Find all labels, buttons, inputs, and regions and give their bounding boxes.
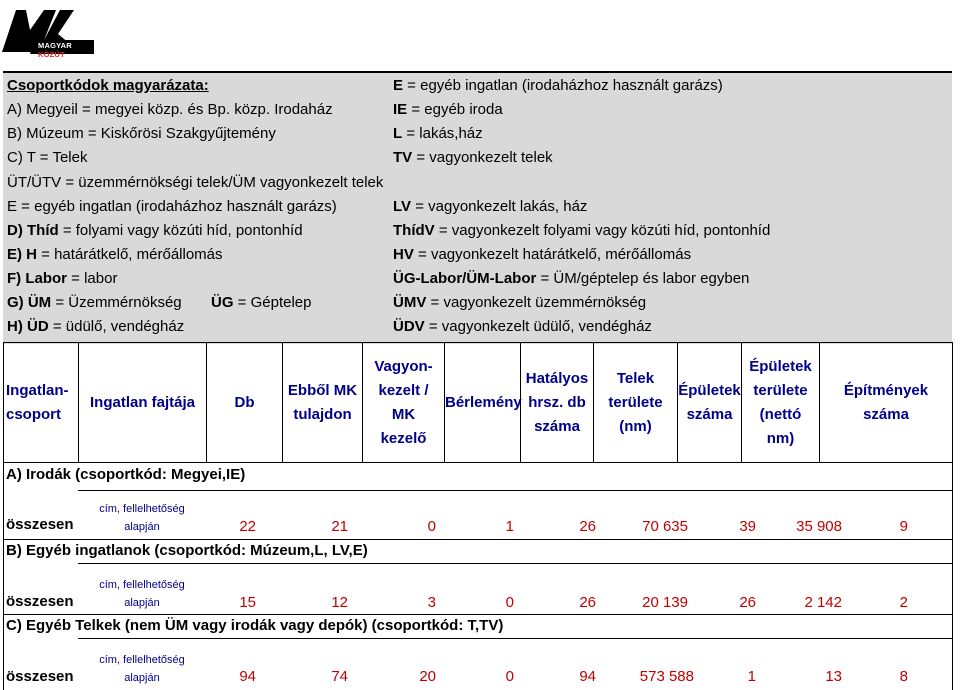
cell-telek-terulete: 573 588	[639, 668, 694, 685]
cell-epuletek-terulete: 35 908	[796, 518, 842, 535]
legend-right-2: L = lakás,ház	[393, 125, 483, 142]
legend-right-0: E = egyéb ingatlan (irodaházhoz használt garázs)	[393, 77, 723, 94]
cell-epitmenyek: 9	[899, 518, 908, 535]
row-divider	[78, 638, 952, 639]
cell-hrsz: 94	[579, 668, 596, 685]
cell-vagyonkezelt: 0	[427, 518, 436, 535]
cell-epitmenyek: 2	[899, 594, 908, 611]
row-label-osszesen: összesen	[6, 593, 74, 610]
cell-hrsz: 26	[579, 518, 596, 535]
header-db: Db	[207, 343, 283, 463]
legend-left-1: B) Múzeum = Kiskőrösi Szakgyűjtemény	[7, 125, 276, 142]
header-ingatlan-fajtaja: Ingatlan fajtája	[79, 343, 207, 463]
header-ebbol-mk-tulajdon: Ebből MK tulajdon	[283, 343, 363, 463]
legend-left-0: A) Megyeil = megyei közp. és Bp. közp. Irodaház	[7, 101, 333, 118]
header-epitmenyek-szama: Építmények száma	[820, 343, 953, 463]
cell-telek-terulete: 20 139	[642, 594, 688, 611]
row-kind: cím, fellelhetőség alapján	[99, 503, 185, 533]
legend-panel	[3, 71, 952, 344]
logo-text: MAGYAR KÖZÚT	[38, 41, 72, 59]
row-divider	[78, 490, 952, 491]
table-left-border	[3, 461, 4, 690]
header-ingatlancsoport: Ingatlan- csoport	[4, 343, 79, 463]
cell-epuletek-terulete: 13	[825, 668, 842, 685]
row-divider	[3, 614, 952, 615]
header-epuletek-terulete: Épületek területe (nettó nm)	[742, 343, 820, 463]
row-kind: cím, fellelhetőség alapján	[99, 654, 185, 684]
legend-left-5: D) Thíd = folyami vagy közúti híd, pontonhíd	[7, 222, 303, 239]
legend-right-7: ÜG-Labor/ÜM-Labor = ÜM/géptelep és labor egyben	[393, 270, 750, 287]
cell-epuletek-szama: 39	[739, 518, 756, 535]
legend-left-7: F) Labor = labor	[7, 270, 118, 287]
section-title-a: A) Irodák (csoportkód: Megyei,IE)	[6, 466, 246, 483]
cell-db: 22	[239, 518, 256, 535]
row-label-osszesen: összesen	[6, 516, 74, 533]
cell-vagyonkezelt: 20	[419, 668, 436, 685]
cell-mk-tulajdon: 74	[331, 668, 348, 685]
legend-left-8: G) ÜM = Üzemmérnökség	[7, 294, 182, 311]
header-hatalyos-hrsz: Hatályos hrsz. db száma	[521, 343, 594, 463]
legend-left-3: ÜT/ÜTV = üzemmérnökségi telek/ÜM vagyonkezelt telek	[7, 174, 384, 191]
cell-vagyonkezelt: 3	[427, 594, 436, 611]
cell-berlemeny: 0	[505, 668, 514, 685]
header-vagyonkezelt: Vagyon- kezelt / MK kezelő	[363, 343, 445, 463]
header-telek-terulete: Telek területe (nm)	[594, 343, 678, 463]
cell-berlemeny: 1	[505, 518, 514, 535]
legend-right-6: HV = vagyonkezelt határátkelő, mérőállomás	[393, 246, 692, 263]
section-title-b: B) Egyéb ingatlanok (csoportkód: Múzeum,L, LV,E)	[6, 542, 368, 559]
legend-right-1: IE = egyéb iroda	[393, 101, 503, 118]
section-title-c: C) Egyéb Telkek (nem ÜM vagy irodák vagy depók) (csoportkód: T,TV)	[6, 617, 504, 634]
legend-right-5: ThídV = vagyonkezelt folyami vagy közúti híd, pontonhíd	[393, 222, 771, 239]
cell-hrsz: 26	[579, 594, 596, 611]
legend-left-4: E = egyéb ingatlan (irodaházhoz használt garázs)	[7, 198, 337, 215]
cell-telek-terulete: 70 635	[642, 518, 688, 535]
cell-berlemeny: 0	[505, 594, 514, 611]
legend-right-8: ÜMV = vagyonkezelt üzemmérnökség	[393, 294, 647, 311]
data-table	[3, 342, 952, 463]
table-right-border	[952, 461, 953, 690]
legend-left-2: C) T = Telek	[7, 149, 88, 166]
legend-left-6: E) H = határátkelő, mérőállomás	[7, 246, 223, 263]
legend-geptelep: ÜG = Géptelep	[211, 294, 312, 311]
legend-right-9: ÜDV = vagyonkezelt üdülő, vendégház	[393, 318, 652, 335]
cell-mk-tulajdon: 12	[331, 594, 348, 611]
row-divider	[78, 563, 952, 564]
row-divider	[3, 539, 952, 540]
row-kind: cím, fellelhetőség alapján	[99, 579, 185, 609]
cell-epitmenyek: 8	[899, 668, 908, 685]
legend-left-9: H) ÜD = üdülő, vendégház	[7, 318, 185, 335]
cell-db: 15	[239, 594, 256, 611]
cell-epuletek-szama: 1	[747, 668, 756, 685]
header-epuletek-szama: Épületek száma	[678, 343, 742, 463]
header-berlemeny: Bérlemény	[445, 343, 521, 463]
legend-right-3: TV = vagyonkezelt telek	[393, 149, 553, 166]
cell-db: 94	[239, 668, 256, 685]
table-header-row	[4, 343, 953, 463]
row-label-osszesen: összesen	[6, 668, 74, 685]
legend-title: Csoportkódok magyarázata:	[7, 77, 209, 94]
cell-epuletek-szama: 26	[739, 594, 756, 611]
cell-epuletek-terulete: 2 142	[804, 594, 842, 611]
magyar-kozut-logo	[0, 0, 96, 62]
legend-right-4: LV = vagyonkezelt lakás, ház	[393, 198, 588, 215]
cell-mk-tulajdon: 21	[331, 518, 348, 535]
